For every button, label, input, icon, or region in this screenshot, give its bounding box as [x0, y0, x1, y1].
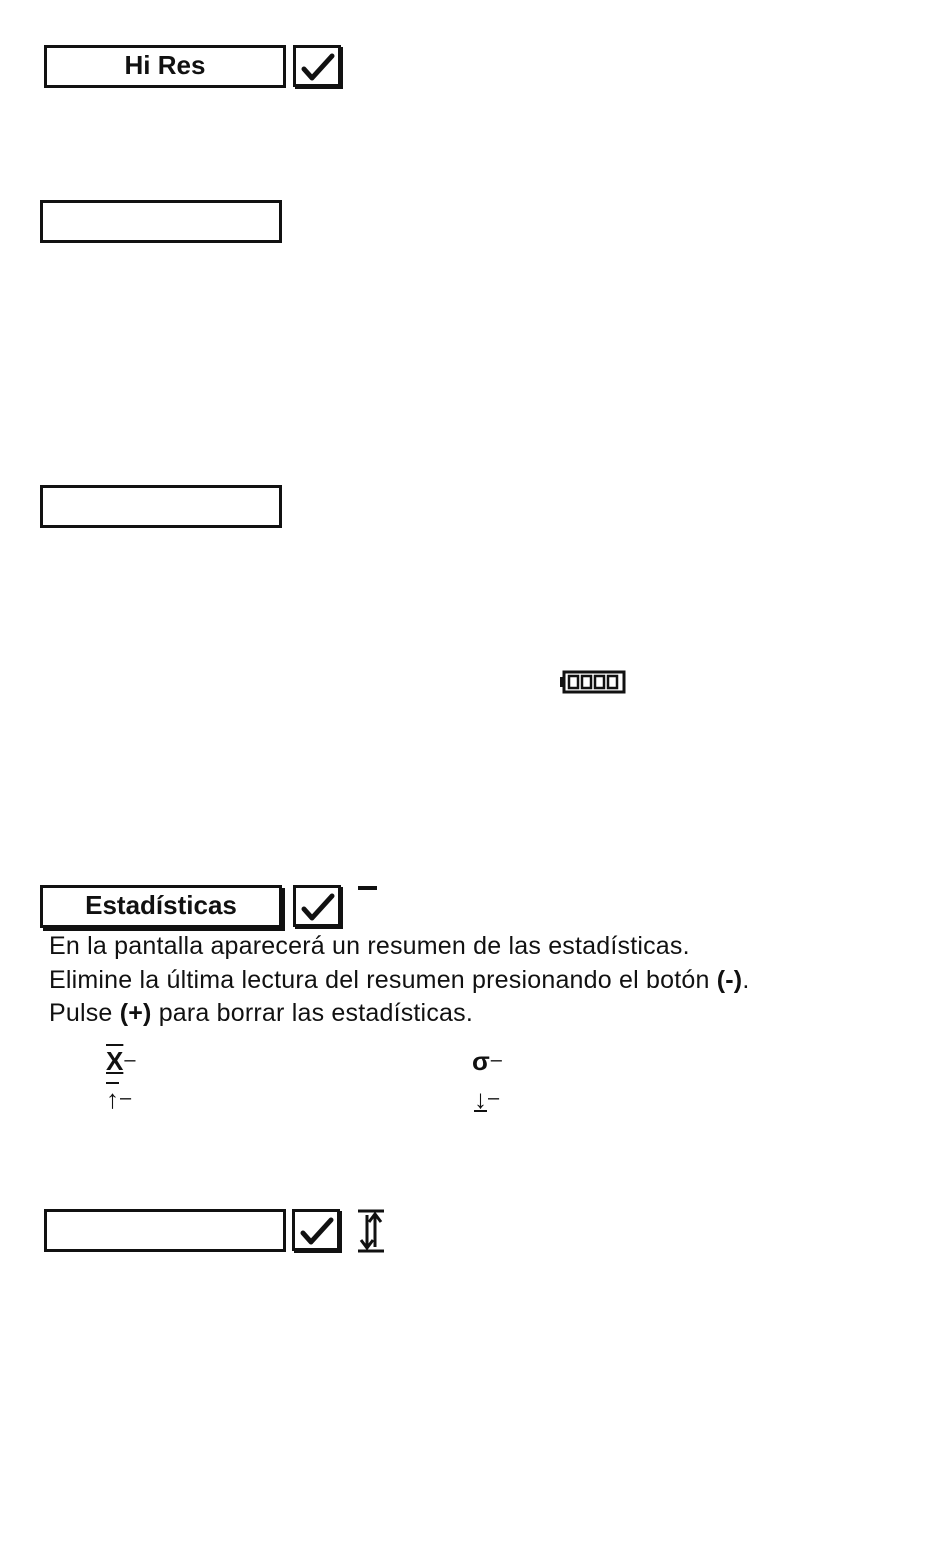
estadisticas-button[interactable]: [40, 885, 282, 928]
stats-line-3: Pulse (+) para borrar las estadísticas.: [49, 999, 473, 1027]
minus-mark: [358, 886, 377, 890]
sigma-symbol: σ–: [472, 1046, 502, 1076]
blank-field-3[interactable]: [44, 1209, 286, 1252]
estadisticas-check-button[interactable]: [293, 885, 341, 927]
hires-button[interactable]: [44, 45, 286, 88]
hires-check-button[interactable]: [293, 45, 341, 87]
stats-line-1: En la pantalla aparecerá un resumen de las estadísticas.: [49, 932, 690, 960]
hires-label: Hi Res: [124, 50, 206, 80]
bottom-check-button[interactable]: [292, 1209, 340, 1251]
plus-key-label: (+): [119, 999, 152, 1027]
estadisticas-label: Estadísticas: [85, 890, 237, 920]
mean-symbol: X–: [106, 1046, 136, 1076]
battery-icon: [560, 670, 626, 699]
up-down-arrow-icon: [354, 1209, 388, 1260]
blank-field-1[interactable]: [40, 200, 282, 243]
max-symbol: ↑–: [106, 1084, 132, 1114]
checkmark-icon: [300, 891, 336, 923]
checkmark-icon: [299, 1215, 335, 1247]
min-symbol: ↓–: [474, 1084, 500, 1114]
minus-key-label: (-): [716, 965, 743, 994]
stats-line-2: Elimine la última lectura del resumen presionando el botón (-).: [49, 965, 750, 994]
stats-description: [49, 930, 749, 1031]
blank-field-2[interactable]: [40, 485, 282, 528]
checkmark-icon: [300, 51, 336, 83]
